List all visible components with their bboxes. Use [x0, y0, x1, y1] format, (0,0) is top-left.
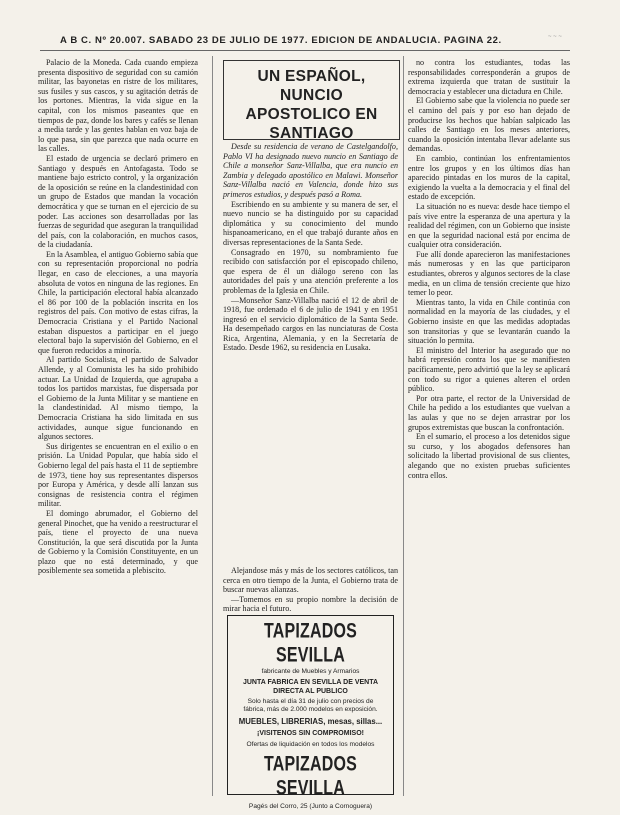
advertisement: [227, 615, 394, 810]
ad-offer: Ofertas de liquidación en todos los modelos: [246, 740, 375, 748]
ad-details: Solo hasta el día 31 de julio con precios de fábrica, más de 2.000 modelos en exposición.: [243, 698, 378, 713]
col3-paragraph: Fue allí donde aparecieron las manifestaciones más numerosas y en las que participaron estudiantes, obreros y algunos sectores de la clase media, en un clima de tensión creciente que hizo temer lo peor.: [408, 249, 570, 298]
col3-paragraph: El Gobierno sabe que la violencia no puede ser el camino del país y por eso han dejado de producirse los hechos que habían salpicado las calles de Santiago en los meses anteriores, cuando la oposición intentaba llevar adelante sus demandas.: [408, 96, 570, 154]
ad-promo: JUNTA FABRICA EN SEVILLA DE VENTA DIRECTA AL PUBLICO: [242, 679, 379, 695]
article-lead: Desde su residencia de verano de Castelgandolfo, Pablo VI ha designado nuevo nuncio en Santiago de Chile a monseñor Sanz-Villalba, que era nuncio en Zambia y delegado apostólico en Malawi. Monseñor Sanz-Villalba nació en Valencia, donde hizo sus primeros estudios, y después pasó a Roma.: [223, 142, 398, 199]
column-divider-right: [403, 56, 404, 796]
ad-address: Pagés del Corro, 25 (Junto a Cornoguera): [248, 802, 373, 810]
masthead: A B C. Nº 20.007. SABADO 23 DE JULIO DE 1977. EDICION DE ANDALUCIA. PAGINA 22.: [60, 35, 502, 46]
col2-paragraph: Consagrado en 1970, su nombramiento fue recibido con satisfacción por el episcopado chileno, que espera de él un diálogo sereno con las autoridades del país y una atención preferente a los problemas de la Iglesia en Chile.: [223, 247, 398, 295]
col2-after-paragraph: —Tomemos en su propio nombre la decisión de mirar hacia el futuro.: [223, 594, 398, 614]
ad-brand-bottom: TAPIZADOS SEVILLA: [263, 752, 358, 800]
col2-paragraph: Escribiendo en su ambiente y su manera de ser, el nuevo nuncio se ha distinguido por su capacidad diplomática y su conocimiento del mundo hispanoamericano, en el que trabajó durante años en diversas representaciones de la Santa Sede.: [223, 199, 398, 247]
col3-paragraph: Por otra parte, el rector de la Universidad de Chile ha pedido a los estudiantes que vuelvan a las aulas y que no se dejen arrastrar por los grupos extremistas que buscan la confrontación.: [408, 393, 570, 432]
col3-paragraph: La situación no es nueva: desde hace tiempo el país vive entre la esperanza de una apertura y la realidad del régimen, con un Gobierno que insiste en que la seguridad nacional está por encima de cualquier otra consideración.: [408, 201, 570, 250]
ad-tagline: ¡VISITENOS SIN COMPROMISO!: [257, 730, 364, 737]
col1-paragraph: El estado de urgencia se declaró primero en Santiago y después en Antofagasta. Todo se mantiene bajo estricto control, y la organización de la oposición se reúne en la clandestinidad con un grupo de Estados que mandan la vocación democrática y que se turnan en el ejercicio de su poder. Las acciones son desarrolladas por las fuerzas de seguridad que aseguran la tranquilidad del país, con la colaboración, en muchos casos, de la ciudadanía.: [38, 153, 199, 250]
col3-paragraph: En cambio, continúan los enfrentamientos entre los grupos y en los últimos días han aparecido pintadas en los muros de la capital, exigiendo la vuelta a la democracia y el final del estado de excepción.: [408, 153, 570, 202]
col1-paragraph: El domingo abrumador, el Gobierno del general Pinochet, que ha venido a reestructurar el país, tiene el proyecto de una nueva Constitución, la que será discutida por la Junta de Gobierno y la Comisión Constituyente, en un plazo que no está determinado, y que posiblemente sea sometida a plebiscito.: [38, 508, 199, 576]
column-right: [408, 58, 570, 798]
col3-paragraph: Mientras tanto, la vida en Chile continúa con normalidad en la mayoría de las ciudades, y el Gobierno insiste en que las medidas adoptadas son transitorias y que se levantarán cuando la situación lo permita.: [408, 297, 570, 346]
ad-subtitle: fabricante de Muebles y Armarios: [261, 668, 360, 675]
column-center-continued: [223, 566, 398, 614]
col2-after-paragraph: Alejandose más y más de los sectores católicos, tan cerca en otro tiempo de la Junta, el Gobierno trata de buscar nuevas alianzas.: [223, 566, 398, 595]
col2-paragraph: —Monseñor Sanz-Villalba nació el 12 de abril de 1918, fue ordenado el 6 de julio de 1941 y en 1951 ingresó en el servicio diplomático de la Santa Sede. Ha desempeñado cargos en las nunciaturas de Costa Rica, Argentina, Alemania, y en la Secretaría de Estado. Desde 1962, su residencia en Lusaka.: [223, 295, 398, 353]
headline-box: [223, 60, 400, 140]
header-divider: [40, 50, 570, 51]
col3-paragraph: En el sumario, el proceso a los detenidos sigue su curso, y los abogados defensores han solicitado la libertad provisional de sus clientes, alegando que no existen pruebas suficientes contra ellos.: [408, 432, 570, 480]
article-headline: UN ESPAÑOL, NUNCIO APOSTOLICO EN SANTIAGO: [245, 68, 378, 142]
col1-paragraph: Palacio de la Moneda. Cada cuando empieza presenta dispositivo de seguridad con su camión militar, las bayonetas en ristre de los militares, sus fusiles y sus cascos, y su agitación detrás de los portones. Mientras, la vida sigue en la capital, con los mismos paseantes que en tiempos de paz, donde los bares y cafés se llenan a media tarde y las gentes hablan en voz baja de lo que pasa, sin que parezca que nada ocurre en las calles.: [38, 58, 198, 154]
column-center: [223, 142, 398, 566]
col1-paragraph: En la Asamblea, el antiguo Gobierno sabía que con su representación proporcional no podría llegar, en caso de elecciones, a una mayoría absoluta de votos en ninguna de las regiones. En Chile, la participación electoral había alcanzado el 86 por 100 de la población inscrita en los registros del país. Con motivo de estas cifras, la Democracia Cristiana y el Partido Nacional estaban dispuestos a participar en el juego electoral bajo la supervisión del Gobierno, en el que fueron reducidos a minoría.: [38, 249, 198, 355]
column-divider-left: [212, 56, 213, 796]
col1-paragraph: Al partido Socialista, el partido de Salvador Allende, y al Comunista les ha sido prohibido actuar. La Unidad de Izquierda, que agrupaba a todos los partidos marxistas, fue dispersada por el Gobierno de la Junta Militar y se mantiene en la clandestinidad. Al mismo tiempo, la Democracia Cristiana ha sido limitada en sus actividades, aunque sigue funcionando en algunos sectores.: [38, 355, 198, 442]
col3-paragraph: no contra los estudiantes, todas las responsabilidades corresponderán a grupos de extrema izquierda que tratan de sustituir la democracia y establecer una dictadura en Chile.: [408, 58, 570, 96]
ad-brand-top: TAPIZADOS SEVILLA: [263, 619, 358, 667]
column-left: [38, 58, 198, 790]
col1-paragraph: Sus dirigentes se encuentran en el exilio o en prisión. La Unidad Popular, que había sido el Gobierno legal del país hasta el 11 de septiembre de 1973, tiene hoy sus representantes dispersos por Europa y América, y desde allí lanzan sus consignas de resistencia contra el régimen militar.: [38, 441, 198, 509]
ad-highlight: MUEBLES, LIBRERIAS, mesas, sillas...: [238, 717, 383, 726]
corner-mark: ~ ~ ~: [548, 34, 562, 40]
col3-paragraph: El ministro del Interior ha asegurado que no habrá represión contra los que se manifiesten pacíficamente, pero advirtió que la ley se aplicará con todo su rigor a quienes alteren el orden público.: [408, 345, 570, 394]
